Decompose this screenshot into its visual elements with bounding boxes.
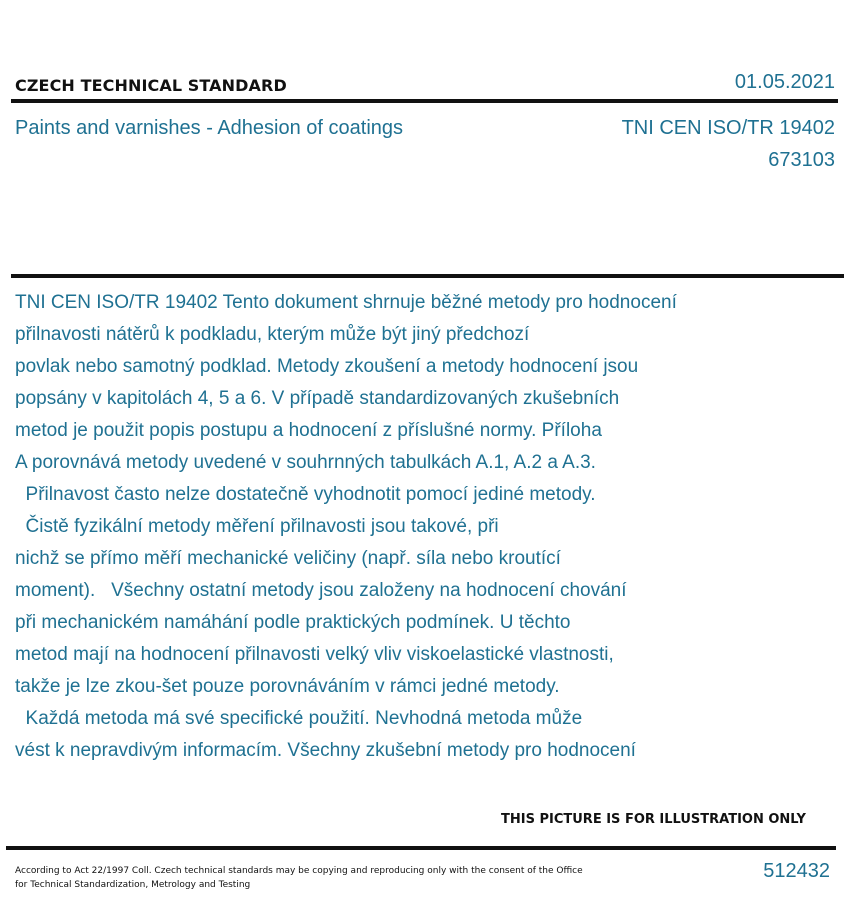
header-divider — [11, 99, 838, 103]
catalog-id: 512432 — [763, 860, 830, 882]
copyright-line: According to Act 22/1997 Coll. Czech technical standards may be copying and reproducing only with the consent of the Office — [15, 866, 583, 876]
abstract-line: metod mají na hodnocení přilnavosti velký vliv viskoelastické vlastnosti, — [15, 644, 614, 665]
abstract-line: Přilnavost často nelze dostatečně vyhodnotit pomocí jediné metody. — [15, 484, 596, 505]
abstract-line: moment). Všechny ostatní metody jsou založeny na hodnocení chování — [15, 580, 627, 601]
document-code: TNI CEN ISO/TR 19402 — [621, 117, 835, 139]
abstract-line: při mechanickém namáhání podle praktických podmínek. U těchto — [15, 612, 571, 633]
abstract-line: Každá metoda má své specifické použití. Nevhodná metoda může — [15, 708, 583, 729]
abstract-line: vést k nepravdivým informacím. Všechny zkušební metody pro hodnocení — [15, 740, 636, 761]
abstract-line: A porovnává metody uvedené v souhrnných tabulkách A.1, A.2 a A.3. — [15, 452, 596, 473]
abstract-line: přilnavosti nátěrů k podkladu, kterým může být jiný předchozí — [15, 324, 530, 345]
abstract-line: nichž se přímo měří mechanické veličiny (např. síla nebo kroutící — [15, 548, 561, 569]
abstract-line: Čistě fyzikální metody měření přilnavosti jsou takové, při — [15, 516, 499, 537]
abstract-line: popsány v kapitolách 4, 5 a 6. V případě standardizovaných zkušebních — [15, 388, 620, 409]
section-divider — [11, 274, 844, 278]
abstract-line: povlak nebo samotný podklad. Metody zkoušení a metody hodnocení jsou — [15, 356, 639, 377]
document-title: Paints and varnishes - Adhesion of coatings — [15, 117, 404, 139]
illustration-notice: THIS PICTURE IS FOR ILLUSTRATION ONLY — [501, 812, 806, 827]
copyright-line: for Technical Standardization, Metrology and Testing — [15, 880, 251, 890]
abstract-line: TNI CEN ISO/TR 19402 Tento dokument shrnuje běžné metody pro hodnocení — [15, 292, 677, 313]
document-number: 673103 — [768, 149, 835, 171]
abstract-line: takže je lze zkou-šet pouze porovnáváním v rámci jedné metody. — [15, 676, 560, 697]
publication-date: 01.05.2021 — [734, 71, 835, 93]
footer-divider — [6, 846, 836, 850]
standard-type-label: CZECH TECHNICAL STANDARD — [15, 76, 287, 95]
abstract-line: metod je použit popis postupu a hodnocení z příslušné normy. Příloha — [15, 420, 602, 441]
document-abstract — [15, 290, 835, 770]
copyright-notice — [15, 864, 615, 892]
